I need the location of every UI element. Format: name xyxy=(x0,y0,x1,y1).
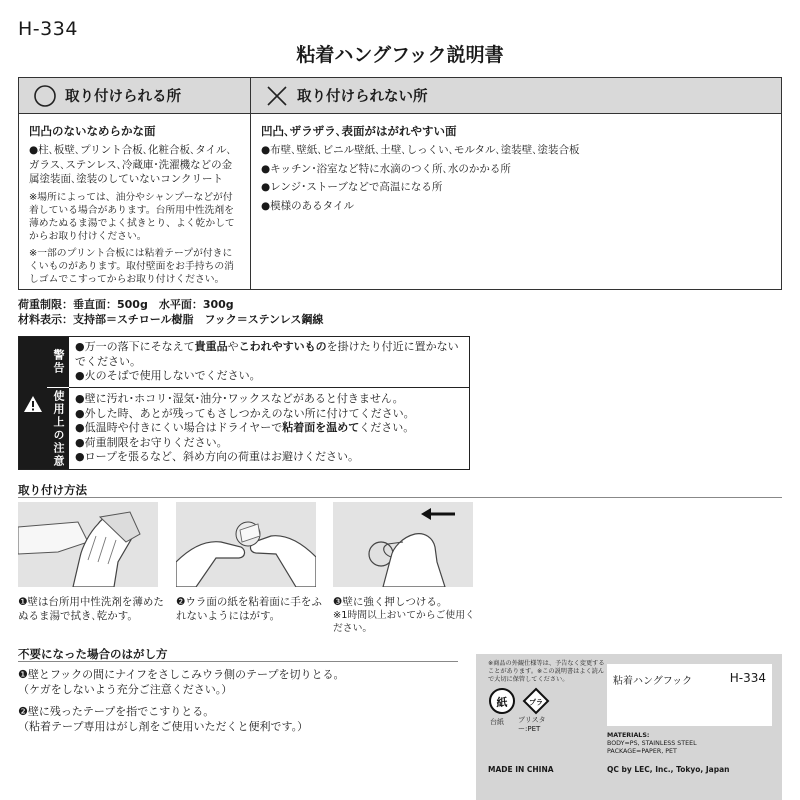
install-step-2: ❷ウラ面の紙を粘着面に手をふれないようにはがす。 xyxy=(176,596,322,622)
install-heading: 取り付け方法 xyxy=(18,483,87,497)
bad-surfaces-subheading: 凹凸､ザラザラ､表面がはがれやすい面 xyxy=(261,124,457,138)
label-product-name: 粘着ハングフック xyxy=(613,676,693,687)
load-limit: 荷重制限：垂直面：500g 水平面：300g xyxy=(18,298,234,311)
product-label-box xyxy=(607,664,772,726)
caution-text xyxy=(69,389,469,469)
materials-heading: MATERIALS: xyxy=(607,732,650,739)
warning-triangle-icon xyxy=(23,395,43,413)
removal-step-1-text: ❶壁とフックの間にナイフをさしこみウラ側のテープを切りとる。 xyxy=(18,668,345,681)
removal-step-2 xyxy=(18,704,458,734)
bad-surfaces-title: 取り付けられない所 xyxy=(297,89,428,105)
removal-step-1-note: （ケガをしないよう充分ご注意ください。） xyxy=(18,683,233,696)
good-surfaces-subheading: 凹凸のないなめらかな面 xyxy=(29,124,156,138)
install-divider xyxy=(18,497,782,498)
peeling-hands-icon xyxy=(176,502,316,587)
paper-recycle-label: 台紙 xyxy=(490,718,504,726)
made-in-label: MADE IN CHINA xyxy=(488,765,554,774)
paper-recycle-icon xyxy=(488,687,516,715)
caution-text-part: ●低温時や付きにくい場合はドライヤーで xyxy=(75,421,283,434)
good-surface-item: ●柱､板壁､プリント合板､化粧合板､タイル､ガラス､ステンレス､冷蔵庫･洗濯機などの金属塗装面､塗装のしていないコンクリート xyxy=(29,144,233,186)
caution-line: ●外した時、あとが残ってもさしつかえのない所に付けてください。 xyxy=(75,406,415,420)
materials-body: BODY=PS, STAINLESS STEEL xyxy=(607,740,697,748)
cross-ng-icon xyxy=(265,84,289,108)
install-step-1: ❶壁は台所用中性洗剤を薄めたぬるま湯で拭き､乾かす。 xyxy=(18,596,164,622)
removal-step-2-note: （粘着テープ専用はがし剤をご使用いただくと便利です。） xyxy=(18,720,309,733)
warning-emphasis: こわれやすいもの xyxy=(238,340,327,353)
good-surfaces-list xyxy=(19,114,251,289)
surface-comparison-box xyxy=(18,77,782,290)
removal-divider xyxy=(18,661,458,662)
plastic-recycle-label: ブリスター:PET xyxy=(518,716,546,733)
caution-emphasis: 粘着面を温めて xyxy=(282,421,360,434)
caution-line: ●荷重制限をお守りください。 xyxy=(75,435,228,449)
pressing-hand-icon xyxy=(333,502,473,587)
caution-line xyxy=(75,421,469,436)
step1-illustration xyxy=(18,502,158,587)
warning-text-part: ●万一の落下にそなえて xyxy=(75,340,195,353)
specifications xyxy=(18,297,323,327)
caution-text-part: ください。 xyxy=(359,421,415,434)
caution-label: 使用上の注意 xyxy=(47,388,69,469)
wiping-hand-icon xyxy=(18,502,158,587)
warning-line xyxy=(75,340,469,369)
warning-text-part: を掛けたり付近に置かないでください。 xyxy=(75,340,459,368)
removal-step-1 xyxy=(18,667,458,697)
step3-illustration xyxy=(333,502,473,587)
good-surface-note: ※場所によっては、油分やシャンプーなどが付着している場合があります。台所用中性洗剤を薄めたぬるま湯でよく拭きとり、よく乾かしてからお取り付けください。 xyxy=(29,191,235,242)
package-info-panel xyxy=(476,654,782,800)
bad-surface-item: ●キッチン･浴室など特に水滴のつく所､水のかかる所 xyxy=(261,162,511,175)
warning-emphasis: 貴重品 xyxy=(194,340,228,353)
removal-step-2-text: ❷壁に残ったテープを指でこすりとる。 xyxy=(18,705,215,718)
warning-label: 警告 xyxy=(47,337,69,387)
circle-ok-icon xyxy=(33,84,57,108)
install-step-3-text: ❸壁に強く押しつける。 xyxy=(333,596,448,608)
package-note: ※商品の外観仕様等は、予告なく変更することがあります。※この説明書はよく読んで大切に保管してください。 xyxy=(488,660,605,684)
paper-recycle-mark: 紙 xyxy=(496,696,508,709)
good-surfaces-header xyxy=(19,78,251,114)
material-info: 材料表示：支持部＝スチロール樹脂 フック＝ステンレス鋼線 xyxy=(18,313,324,326)
materials-info xyxy=(607,732,697,757)
bad-surface-item: ●レンジ･ストーブなどで高温になる所 xyxy=(261,181,443,194)
materials-package: PACKAGE=PAPER, PET xyxy=(607,748,677,756)
page-title: 粘着ハングフック説明書 xyxy=(296,44,504,66)
warning-text-part: や xyxy=(227,340,239,353)
good-surfaces-title: 取り付けられる所 xyxy=(65,89,181,105)
product-code: H-334 xyxy=(18,18,78,40)
removal-heading: 不要になった場合のはがし方 xyxy=(18,647,168,661)
bad-surface-item: ●模様のあるタイル xyxy=(261,199,354,212)
warning-sidebar xyxy=(19,337,47,469)
bad-surfaces-header xyxy=(251,78,781,114)
warning-box xyxy=(18,336,470,470)
caution-line: ●壁に汚れ･ホコリ･湿気･油分･ワックスなどがあると付きません。 xyxy=(75,392,404,405)
bad-surfaces-list xyxy=(251,114,781,289)
step2-illustration xyxy=(176,502,316,587)
good-surface-note: ※一部のプリント合板には粘着テープが付きにくいものがあります。取付壁面をお手持ちの消しゴムでこすってからお取り付けください。 xyxy=(29,247,234,285)
warning-line: ●火のそばで使用しないでください。 xyxy=(75,369,261,382)
warning-text xyxy=(69,337,469,388)
plastic-recycle-mark: プラ xyxy=(529,698,543,707)
caution-line: ●ロープを張るなど、斜め方向の荷重はお避けください。 xyxy=(75,450,360,463)
qc-label: QC by LEC, Inc., Tokyo, Japan xyxy=(607,765,730,774)
install-step-3 xyxy=(333,595,483,635)
bad-surface-item: ●布壁､壁紙､ビニル壁紙､土壁､しっくい､モルタル､塗装壁､塗装合板 xyxy=(261,144,580,157)
install-step-3-note: ※1時間以上おいてからご使用ください。 xyxy=(333,610,475,634)
plastic-recycle-icon xyxy=(522,687,550,715)
label-product-code: H-334 xyxy=(729,671,766,685)
